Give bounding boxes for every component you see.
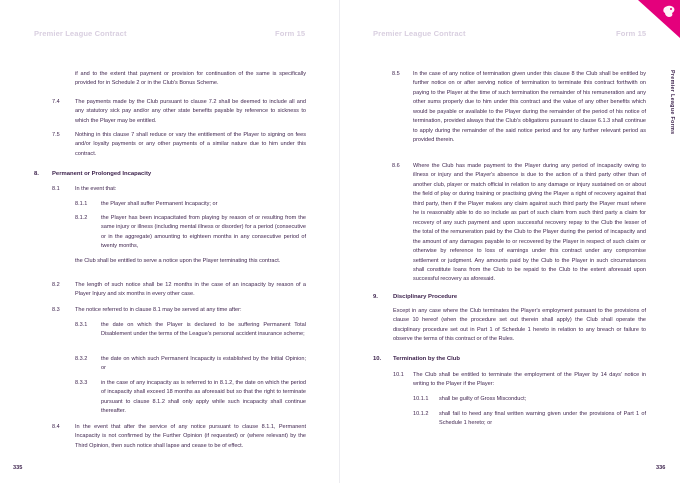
clause-8-number: 8. bbox=[34, 171, 39, 177]
clause-7-3-continuation: if and to the extent that payment or provision for continuation of the same is specifically provided for in Schedule 2 or in the Club's Bonus Scheme. bbox=[75, 71, 306, 87]
clause-7-5-text: Nothing in this clause 7 shall reduce or vary the entitlement of the Player to signing on fees and/or loyalty payments or any other payments of a similar nature due to him under this contract. bbox=[75, 132, 306, 157]
clause-8-5-text: In the case of any notice of termination given under this clause 8 the Club shall be entitled by further notice on or after serving notice of termination to terminate this contract forthwith on paying to the Player at the time of such termination the remainder of his remuneration and any other sums properly due to him under this contract and the value of any other benefits which would be payable or available to the Player during the remainder of the period of his notice of termination, provided always that the Club's obligations pursuant to clause 6.1.3 shall continue to apply during the remainder of the said notice period and for any further relevant period as provided therein. bbox=[413, 71, 646, 144]
clause-10-1-text: The Club shall be entitled to terminate the employment of the Player by 14 days' notice in writing to the Player if the Player: bbox=[413, 372, 646, 388]
clause-8-3-text: The notice referred to in clause 8.1 may be served at any time after: bbox=[75, 307, 242, 313]
clause-8-heading: Permanent or Prolonged Incapacity bbox=[52, 171, 152, 177]
clause-8-3-2-number: 8.3.2 bbox=[75, 356, 88, 362]
clause-10-1-2-number: 10.1.2 bbox=[413, 411, 429, 417]
clause-9-text: Except in any case where the Club terminates the Player's employment pursuant to the provisions of clause 10 hereof (when the procedure set out therein shall apply) the Club shall operate the disciplinary procedure set out in Part 1 of Schedule 1 hereto in relation to any breach or failure to observe the terms of this contract or of the Rules. bbox=[393, 308, 646, 343]
clause-7-4-text: The payments made by the Club pursuant to clause 7.2 shall be deemed to include all and any statutory sick pay and/or any other state benefits payable by reference to sickness to which the Player may be entitled. bbox=[75, 99, 306, 124]
clause-10-1-number: 10.1 bbox=[393, 372, 404, 378]
clause-8-1-2-text: the Player has been incapacitated from playing by reason of or resulting from the same injury or illness (including mental illness or disorder) for a period (consecutive or in the aggregate) amounting to eighteen months in any consecutive period of twenty months, bbox=[101, 215, 306, 250]
page-number-left: 335 bbox=[13, 465, 23, 471]
clause-8-1-text: In the event that: bbox=[75, 186, 117, 192]
clause-10-1-1-text: shall be guilty of Gross Misconduct; bbox=[439, 396, 527, 402]
clause-8-3-3-number: 8.3.3 bbox=[75, 380, 88, 386]
clause-8-5-number: 8.5 bbox=[392, 71, 400, 77]
clause-8-4-number: 8.4 bbox=[52, 424, 60, 430]
header-title-right: Premier League Contract bbox=[373, 29, 466, 38]
clause-8-3-1-text: the date on which the Player is declared to be suffering Permanent Total Disablement under the terms of the League's personal accident insurance scheme; bbox=[101, 322, 306, 338]
clause-8-2-text: The length of such notice shall be 12 months in the case of an incapacity by reason of a Player Injury and six months in every other case. bbox=[75, 282, 306, 298]
header-form-left: Form 15 bbox=[275, 29, 306, 38]
clause-8-3-2-text: the date on which such Permanent Incapacity is established by the Initial Opinion; or bbox=[101, 356, 306, 372]
clause-8-1-number: 8.1 bbox=[52, 186, 60, 192]
clause-10-1-1-number: 10.1.1 bbox=[413, 396, 429, 402]
clause-10-heading: Termination by the Club bbox=[393, 356, 460, 362]
side-tab-label: Premier League Forms bbox=[669, 70, 675, 135]
clause-8-1-2-number: 8.1.2 bbox=[75, 215, 88, 221]
clause-8-1-1-number: 8.1.1 bbox=[75, 201, 88, 207]
clause-7-4-number: 7.4 bbox=[52, 99, 60, 105]
clause-8-3-1-number: 8.3.1 bbox=[75, 322, 88, 328]
clause-8-3-3-text: in the case of any incapacity as is referred to in 8.1.2, the date on which the period of incapacity shall exceed 18 months as aforesaid but so that the right to terminate pursuant to clause 8.1.2 shall only apply while such incapacity shall continue thereafter. bbox=[101, 380, 306, 415]
header-form-right: Form 15 bbox=[616, 29, 647, 38]
clause-8-1-1-text: the Player shall suffer Permanent Incapacity; or bbox=[101, 201, 218, 207]
clause-9-heading: Disciplinary Procedure bbox=[393, 294, 458, 300]
clause-9-number: 9. bbox=[373, 294, 378, 300]
clause-10-1-2-text: shall fail to heed any final written warning given under the provisions of Part 1 of Schedule 1 hereto; or bbox=[439, 411, 646, 427]
lion-crest-icon bbox=[638, 0, 680, 38]
right-page bbox=[340, 0, 680, 483]
page-number-right: 336 bbox=[656, 465, 666, 471]
clause-8-6-text: Where the Club has made payment to the Player during any period of incapacity owing to illness or injury and the Player's absence is due to the action of a third party other than of another club, player or match official in relation to any damage or injury sustained on or about the field of play or during training or practising giving the Player a right of recovery against that third party, then if the Player makes any claim against such third party the Player must where he is reasonably able to do so include as part of such claim from such third party a claim for recovery of any such payment and upon successful recovery repay to the Club the lesser of the total of the remuneration paid by the Club to the Player during the period of incapacity and the amount of any damages payable to or recovered by the Player in respect of such claim or otherwise by reference to loss of earnings under this contract under any compromise settlement or judgment. Any amounts paid by the Club to the Player in such circumstances shall constitute loans from the Club to be repaid to the Club to the extent aforesaid upon successful recovery as aforesaid. bbox=[413, 163, 646, 283]
clause-10-number: 10. bbox=[373, 356, 382, 362]
clause-8-4-text: In the event that after the service of any notice pursuant to clause 8.1.1, Permanent Incapacity is not confirmed by the Further Opinion (if requested) or (where relevant) by the Third Opinion, then such notice shall lapse and cease to be of effect. bbox=[75, 424, 306, 449]
clause-8-6-number: 8.6 bbox=[392, 163, 400, 169]
clause-8-3-number: 8.3 bbox=[52, 307, 60, 313]
clause-7-5-number: 7.5 bbox=[52, 132, 60, 138]
header-title-left: Premier League Contract bbox=[34, 29, 127, 38]
clause-8-2-number: 8.2 bbox=[52, 282, 60, 288]
clause-8-1-tail: the Club shall be entitled to serve a notice upon the Player terminating this contract. bbox=[75, 258, 281, 264]
